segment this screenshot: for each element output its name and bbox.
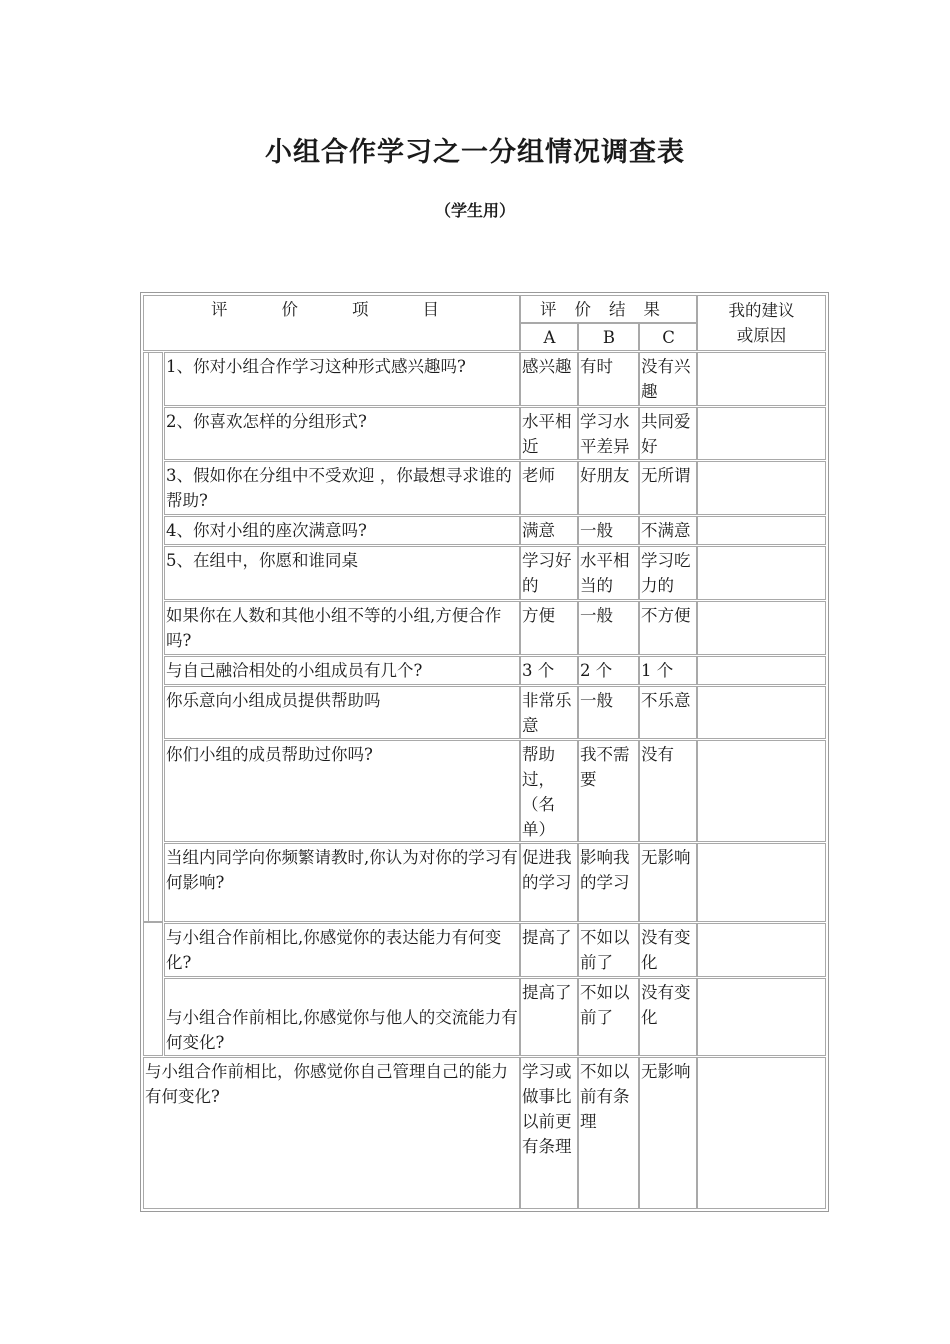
table-row-answer-b: 一般	[578, 516, 639, 545]
table-row-question: 与自己融洽相处的小组成员有几个?	[164, 656, 520, 685]
page-subtitle: （学生用）	[434, 201, 515, 220]
table-row-suggestion	[697, 1057, 826, 1209]
table-row-suggestion	[697, 923, 826, 977]
table-row-answer-c: 无影响	[639, 843, 697, 922]
table-row-answer-b: 不如以前了	[578, 923, 639, 977]
table-row-suggestion	[697, 516, 826, 545]
table-row-answer-c: 没有变化	[639, 923, 697, 977]
table-row-suggestion	[697, 978, 826, 1056]
table-gutter-lower	[143, 922, 163, 1056]
table-row-suggestion	[697, 546, 826, 600]
header-suggestion: 我的建议或原因	[697, 295, 826, 351]
table-row-answer-b: 有时	[578, 352, 639, 406]
table-row-answer-a: 方便	[520, 601, 578, 655]
table-row-answer-b: 影响我的学习	[578, 843, 639, 922]
table-row-answer-b: 一般	[578, 686, 639, 739]
table-row-answer-a: 水平相近	[520, 407, 578, 460]
table-row-answer-a: 学习好的	[520, 546, 578, 600]
table-row-answer-a: 帮助过，（名单）	[520, 740, 578, 842]
table-row-question: 与小组合作前相比，你感觉你自己管理自己的能力有何变化?	[143, 1057, 520, 1209]
table-row-question: 1、你对小组合作学习这种形式感兴趣吗?	[164, 352, 520, 406]
table-row-answer-a: 3 个	[520, 656, 578, 685]
table-row-answer-b: 水平相当的	[578, 546, 639, 600]
table-row-suggestion	[697, 407, 826, 460]
table-row-question: 当组内同学向你频繁请教时,你认为对你的学习有何影响?	[164, 843, 520, 922]
table-row-question: 你乐意向小组成员提供帮助吗	[164, 686, 520, 739]
table-row-answer-c: 不乐意	[639, 686, 697, 739]
table-row-answer-b: 不如以前了	[578, 978, 639, 1056]
table-row-answer-a: 感兴趣	[520, 352, 578, 406]
table-row-answer-b: 学习水平差异	[578, 407, 639, 460]
table-row-answer-a: 促进我的学习	[520, 843, 578, 922]
header-col-c: C	[639, 323, 697, 351]
table-row-answer-c: 共同爱好	[639, 407, 697, 460]
table-row-answer-a: 满意	[520, 516, 578, 545]
table-row-answer-c: 学习吃力的	[639, 546, 697, 600]
table-row-question: 与小组合作前相比,你感觉你与他人的交流能力有何变化?	[164, 978, 520, 1056]
table-row-suggestion	[697, 843, 826, 922]
table-row-question: 与小组合作前相比,你感觉你的表达能力有何变化?	[164, 923, 520, 977]
table-row-answer-c: 无影响	[639, 1057, 697, 1209]
table-row-answer-c: 没有兴趣	[639, 352, 697, 406]
table-row-question: 2、你喜欢怎样的分组形式?	[164, 407, 520, 460]
table-row-answer-b: 2 个	[578, 656, 639, 685]
table-row-suggestion	[697, 686, 826, 739]
table-row-answer-a: 提高了	[520, 923, 578, 977]
table-row-answer-b: 我不需要	[578, 740, 639, 842]
table-row-answer-c: 没有变化	[639, 978, 697, 1056]
table-row-answer-c: 1 个	[639, 656, 697, 685]
table-gutter-inner	[148, 352, 163, 922]
table-row-suggestion	[697, 656, 826, 685]
table-row-answer-a: 提高了	[520, 978, 578, 1056]
table-row-answer-b: 一般	[578, 601, 639, 655]
table-row-question: 3、假如你在分组中不受欢迎 ，你最想寻求谁的帮助?	[164, 461, 520, 515]
table-row-answer-c: 无所谓	[639, 461, 697, 515]
table-row-answer-b: 好朋友	[578, 461, 639, 515]
table-row-suggestion	[697, 740, 826, 842]
header-col-b: B	[578, 323, 639, 351]
table-row-answer-b: 不如以前有条理	[578, 1057, 639, 1209]
table-row-suggestion	[697, 352, 826, 406]
table-row-question: 如果你在人数和其他小组不等的小组,方便合作吗?	[164, 601, 520, 655]
header-col-a: A	[520, 323, 578, 351]
table-row-question: 5、在组中，你愿和谁同桌	[164, 546, 520, 600]
table-row-answer-c: 不满意	[639, 516, 697, 545]
table-row-question: 4、你对小组的座次满意吗?	[164, 516, 520, 545]
table-row-answer-a: 非常乐意	[520, 686, 578, 739]
table-row-suggestion	[697, 461, 826, 515]
page-title: 小组合作学习之一分组情况调查表	[265, 137, 685, 168]
table-row-suggestion	[697, 601, 826, 655]
header-item: 评价项目	[143, 295, 520, 351]
table-row-answer-a: 老师	[520, 461, 578, 515]
header-result: 评价结果	[520, 295, 697, 323]
table-row-answer-a: 学习或做事比以前更有条理	[520, 1057, 578, 1209]
table-row-answer-c: 没有	[639, 740, 697, 842]
table-row-answer-c: 不方便	[639, 601, 697, 655]
table-row-question: 你们小组的成员帮助过你吗?	[164, 740, 520, 842]
